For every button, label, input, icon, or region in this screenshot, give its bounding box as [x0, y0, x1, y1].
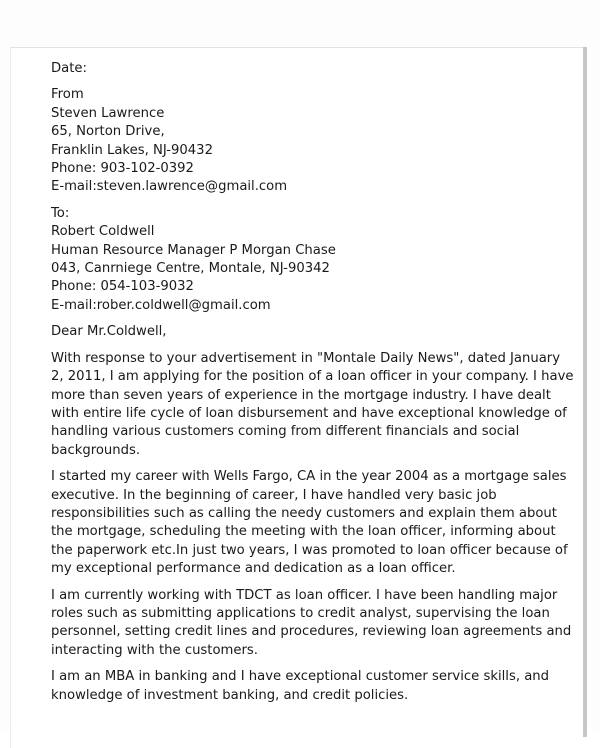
paragraph-line: I am currently working with TDCT as loan officer. I have been handling major	[51, 587, 558, 603]
sender-label: From	[51, 87, 84, 103]
paragraph-career	[51, 468, 568, 578]
paragraph-line: more than seven years of experience in the mortgage industry. I have dealt	[51, 387, 551, 403]
paragraph-line: with entire life cycle of loan disbursement and have exceptional knowledge of	[51, 405, 567, 421]
paragraph-line: backgrounds.	[51, 442, 141, 458]
paragraph-intro	[51, 350, 574, 460]
paragraph-line: the mortgage, scheduling the meeting with the loan officer, informing about	[51, 524, 556, 540]
recipient-name: Robert Coldwell	[51, 224, 155, 240]
paragraph-line: personnel, setting credit lines and procedures, reviewing loan agreements and	[51, 624, 572, 640]
paragraph-current-role	[51, 587, 572, 661]
paragraph-line: executive. In the beginning of career, I have handled very basic job	[51, 487, 497, 503]
paragraph-line: the paperwork etc.In just two years, I was promoted to loan officer because of	[51, 542, 568, 558]
date-label: Date:	[51, 61, 87, 76]
sender-block	[51, 86, 551, 196]
sender-street: 65, Norton Drive,	[51, 124, 165, 140]
recipient-phone: Phone: 054-103-9032	[51, 279, 194, 295]
paragraph-line: 2, 2011, I am applying for the position of a loan officer in your company. I have	[51, 369, 574, 385]
paragraph-education	[51, 668, 551, 705]
recipient-email: E-mail:rober.coldwell@gmail.com	[51, 297, 271, 313]
recipient-block	[51, 205, 551, 315]
paragraph-line: I am an MBA in banking and I have exceptional customer service skills, and	[51, 669, 550, 685]
page-shadow-edge	[583, 47, 587, 737]
paragraph-line: I started my career with Wells Fargo, CA in the year 2004 as a mortgage sales	[51, 469, 567, 485]
paragraph-line: responsibilities such as calling the needy customers and explain them about	[51, 505, 557, 521]
date-block	[51, 60, 551, 78]
paragraph-line: roles such as submitting applications to credit analyst, supervising the loan	[51, 605, 550, 621]
document-page	[10, 47, 583, 748]
paragraph-line: knowledge of investment banking, and credit policies.	[51, 687, 409, 703]
sender-phone: Phone: 903-102-0392	[51, 161, 194, 177]
salutation: Dear Mr.Coldwell,	[51, 324, 167, 340]
paragraph-line: With response to your advertisement in "Montale Daily News", dated January	[51, 350, 561, 366]
paragraph-line: interacting with the customers.	[51, 642, 258, 658]
recipient-title: Human Resource Manager P Morgan Chase	[51, 242, 336, 258]
sender-email: E-mail:steven.lawrence@gmail.com	[51, 179, 288, 195]
paragraph-line: handling various customers coming from different financials and social	[51, 424, 520, 440]
paragraph-line: my exceptional performance and dedication as a loan officer.	[51, 561, 456, 577]
letter-body	[51, 60, 574, 713]
salutation-block	[51, 323, 551, 341]
recipient-label: To:	[51, 205, 70, 221]
sender-city: Franklin Lakes, NJ-90432	[51, 142, 213, 158]
sender-name: Steven Lawrence	[51, 105, 165, 121]
recipient-address: 043, Canrniege Centre, Montale, NJ-90342	[51, 261, 330, 277]
